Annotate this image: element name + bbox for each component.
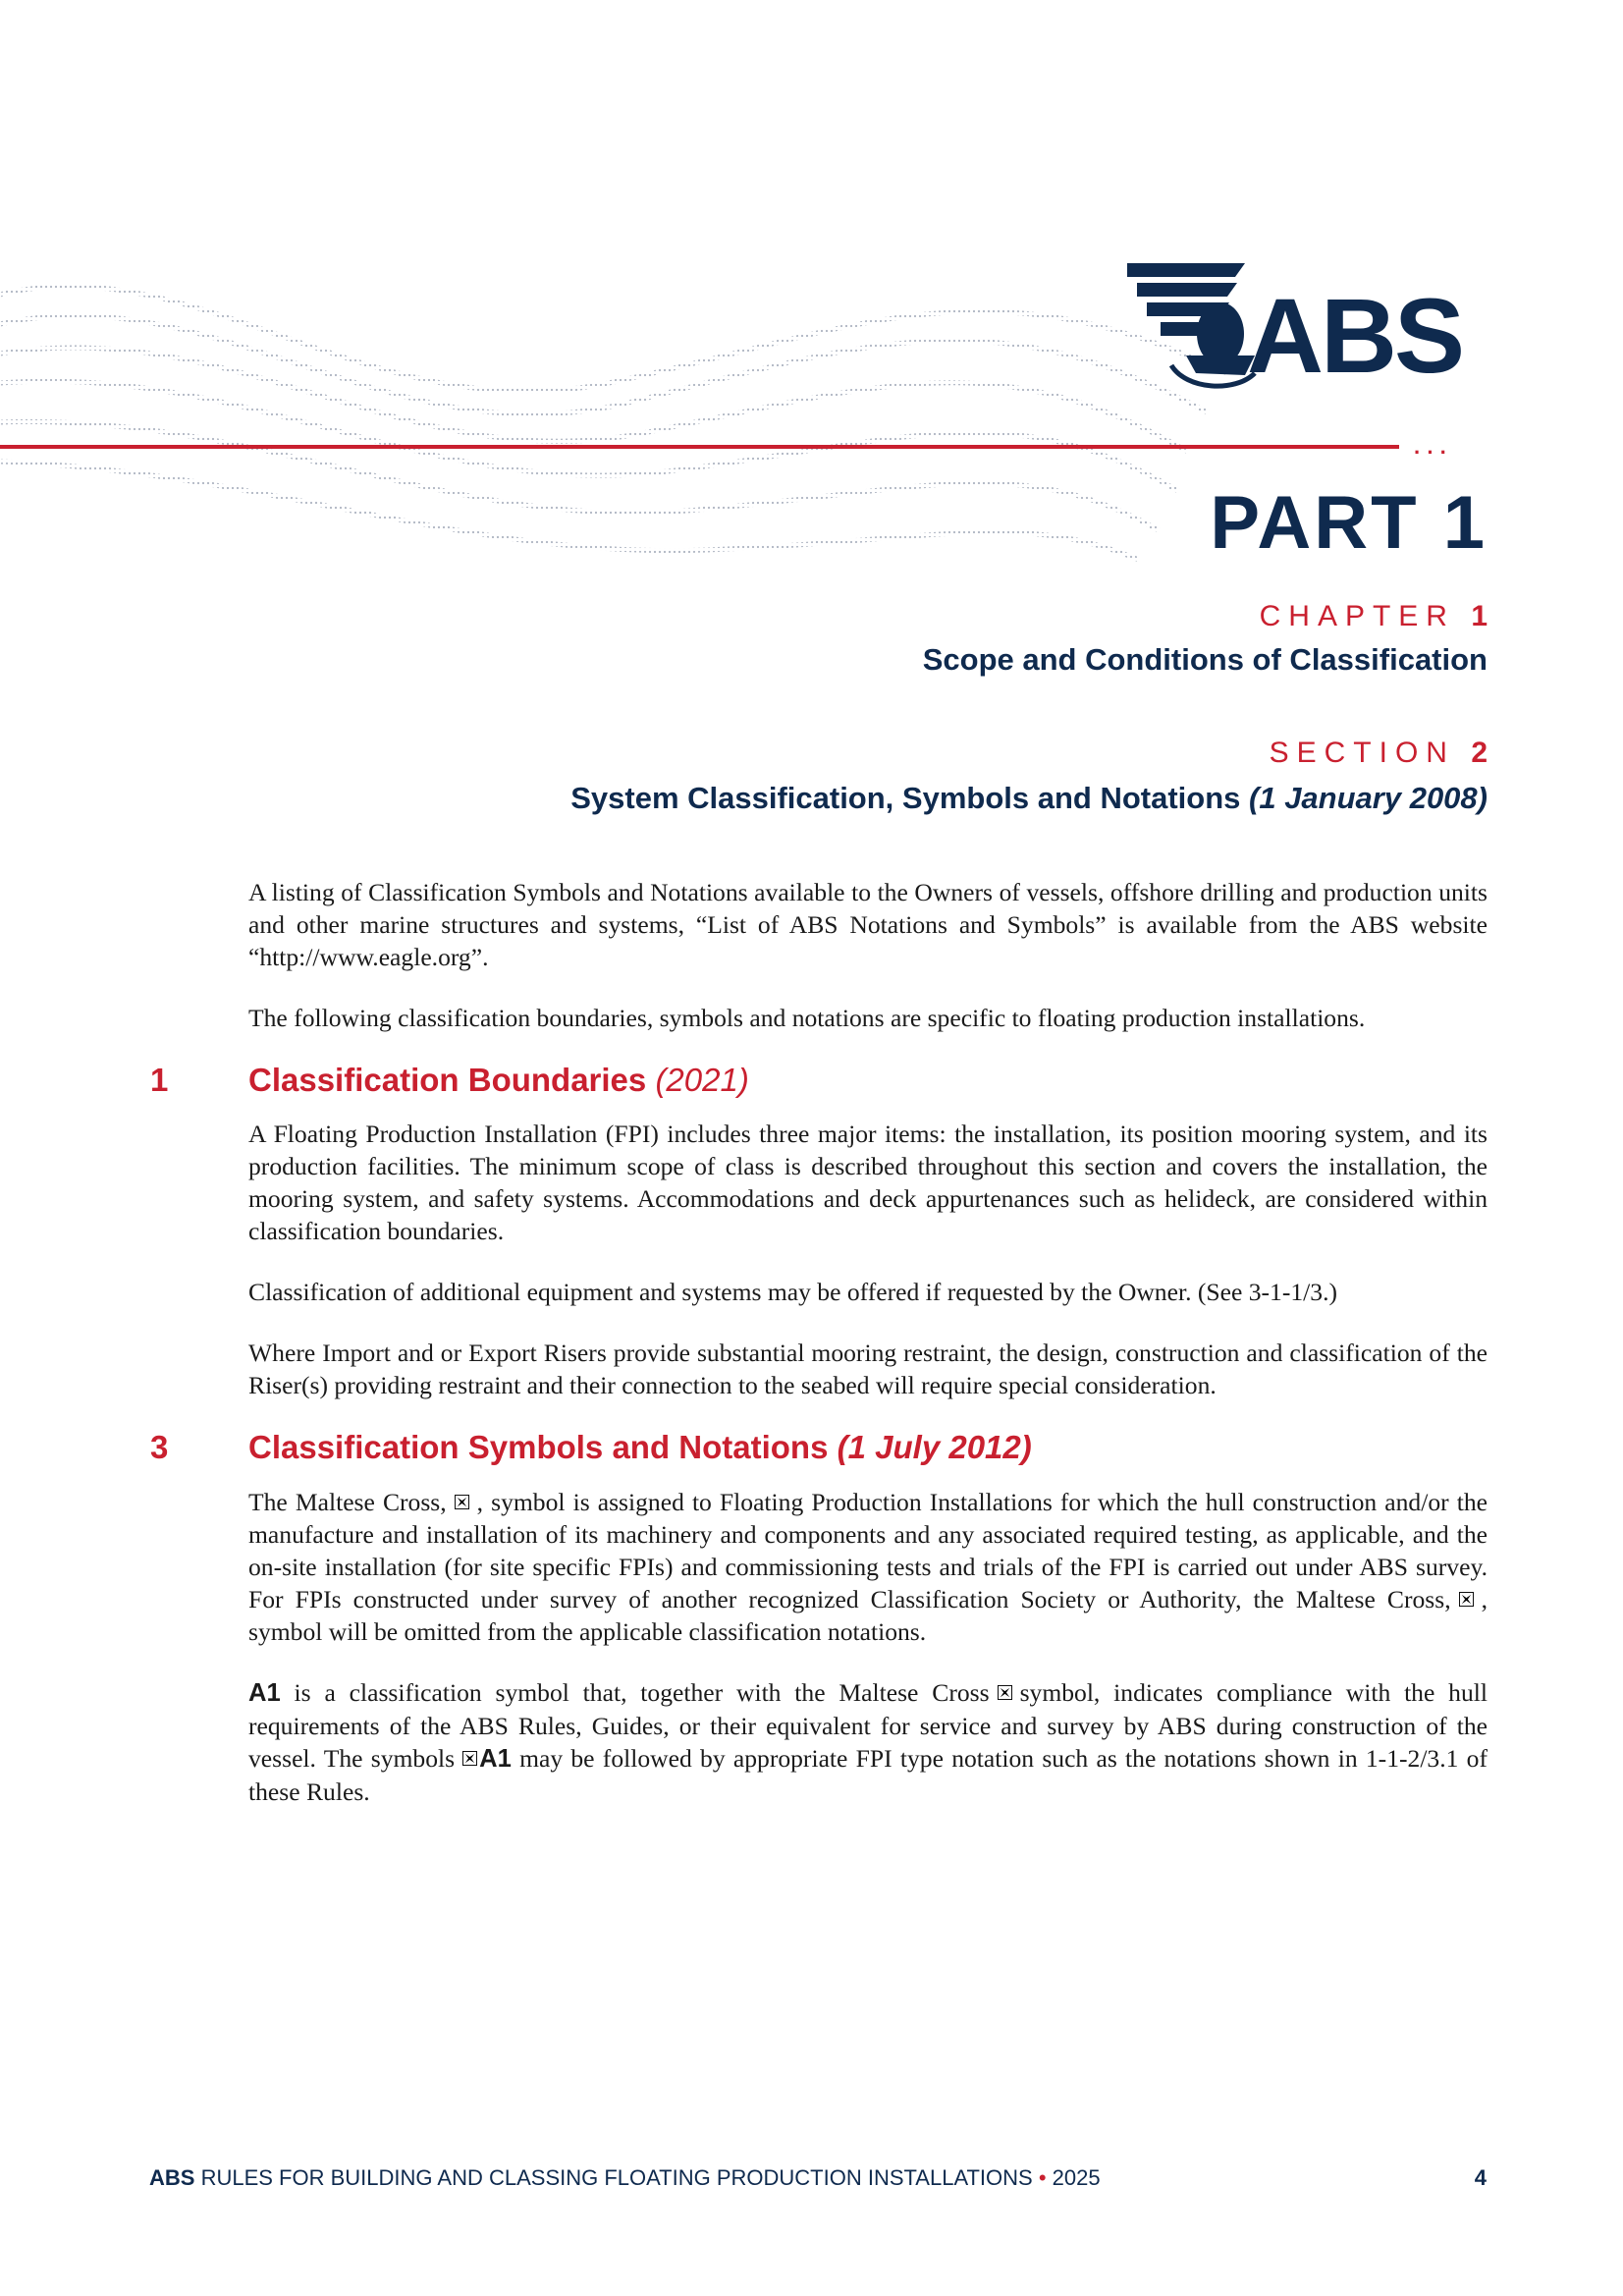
heading-number: 3 [150,1429,169,1466]
section-title-text: System Classification, Symbols and Notations [570,781,1241,815]
page-number: 4 [1474,2165,1487,2190]
footer-brand: ABS [149,2165,195,2190]
chapter-title: Scope and Conditions of Classification [922,642,1488,677]
section-label [1270,738,1488,768]
maltese-cross-icon [1459,1592,1474,1607]
footer-year: 2025 [1052,2165,1101,2190]
text-run: , symbol is assigned to Floating Production Installations for which the hull construction and/or the manufacture and installation of its machinery and components and any associated required testing, as applicable, and the on-site installation (for site specific FPIs) and commissioning tests and trials of the FPI is carried out under ABS survey. For FPIs constructed under survey of another recognized Classification Society or Authority, the Maltese Cross, [248,1487,1488,1613]
text-run: , symbol will be omitted from the applicable classification notations. [248,1584,1488,1646]
heading-classification-boundaries [150,1062,1488,1098]
chapter-label [1260,602,1488,631]
heading-date: (2021) [655,1062,749,1098]
heading-classification-symbols [150,1429,1488,1466]
footer-separator: • [1038,2165,1047,2190]
heading-date: (1 July 2012) [837,1429,1032,1466]
section-title-date: (1 January 2008) [1249,781,1488,815]
text-run: symbol, indicates compliance with the hull requirements of the ABS Rules, Guides, or their equivalent for service and survey by ABS during construction of the vessel. The symbols [248,1677,1488,1773]
intro-paragraph-2: The following classification boundaries, symbols and notations are specific to floating production installations. [248,1004,1366,1032]
boundaries-paragraph-3: Where Import and or Export Risers provide substantial mooring restraint, the design, construction and classification of the Riser(s) providing restraint and their connection to the seabed will require special consideration. [248,1339,1488,1400]
heading-text: Classification Boundaries [248,1062,647,1098]
maltese-cross-icon [462,1751,477,1766]
text-run: The Maltese Cross, [248,1487,447,1516]
section-number: 2 [1471,737,1488,769]
boundaries-paragraph-1: A Floating Production Installation (FPI) includes three major items: the installation, its position mooring system, and its production facilities. The minimum scope of class is described throughout this section and covers the installation, the mooring system, and safety systems. Accommodations and deck appurtenances such as helideck, are considered within classification boundaries. [248,1120,1488,1246]
footer-title: RULES FOR BUILDING AND CLASSING FLOATING PRODUCTION INSTALLATIONS [200,2165,1033,2190]
part-title: PART 1 [1210,481,1488,565]
heading-text: Classification Symbols and Notations [248,1429,829,1466]
section-title [570,783,1488,813]
heading-number: 1 [150,1062,169,1098]
a1-symbol: A1 [248,1678,281,1707]
symbols-paragraph-2 [248,1676,1488,1808]
header-rule [0,445,1399,449]
section-label-text: SECTION [1269,737,1455,769]
intro-paragraph-1: A listing of Classification Symbols and Notations available to the Owners of vessels, offshore drilling and production units and other marine structures and systems, “List of ABS Notations and Symbols” is available from the ABS website “http://www.eagle.org”. [248,878,1488,971]
symbols-paragraph-1 [248,1486,1488,1648]
chapter-number: 1 [1471,600,1488,632]
a1-symbol: A1 [479,1744,512,1773]
header-rule-dots: ··· [1414,440,1453,465]
document-body [150,876,1488,1836]
chapter-label-text: CHAPTER [1259,600,1455,632]
abs-logo-text: ABS [1247,276,1463,395]
maltese-cross-icon [455,1495,469,1509]
maltese-cross-icon [998,1685,1012,1700]
text-run: may be followed by appropriate FPI type notation such as the notations shown in 1-1-2/3.1 of these Rules. [248,1743,1488,1806]
boundaries-paragraph-2: Classification of additional equipment and systems may be offered if requested by the Owner. (See 3-1-1/3.) [248,1278,1338,1307]
page-footer [149,2167,1487,2189]
text-run: is a classification symbol that, together with the Maltese Cross [294,1677,990,1707]
